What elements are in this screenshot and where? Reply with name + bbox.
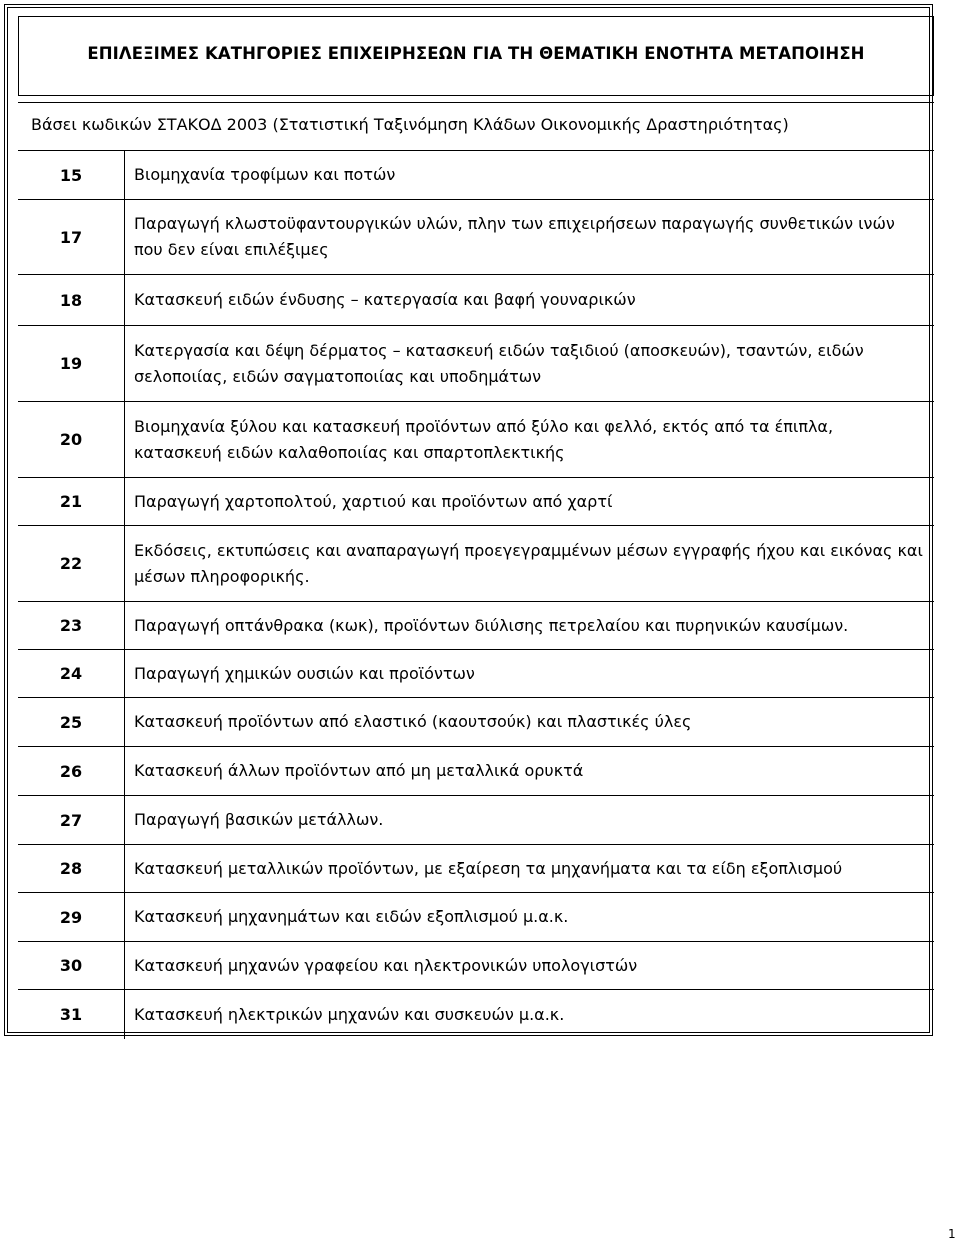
- row-code: 19: [18, 326, 125, 401]
- document-title: ΕΠΙΛΕΞΙΜΕΣ ΚΑΤΗΓΟΡΙΕΣ ΕΠΙΧΕΙΡΗΣΕΩΝ ΓΙΑ ΤΗ ΘΕΜΑΤΙΚΗ ΕΝΟΤΗΤΑ ΜΕΤΑΠΟΙΗΣΗ: [87, 44, 865, 63]
- row-code: 31: [18, 990, 125, 1039]
- categories-table: [18, 151, 934, 1039]
- row-description: Παραγωγή χαρτοπολτού, χαρτιού και προϊόντων από χαρτί: [134, 491, 613, 511]
- table-row: [18, 893, 934, 942]
- row-code: 15: [18, 151, 125, 199]
- row-code: 18: [18, 275, 125, 325]
- row-description: Παραγωγή κλωστοϋφαντουργικών υλών, πλην των επιχειρήσεων παραγωγής συνθετικών ινών που δεν είναι επιλέξιμες: [134, 214, 895, 259]
- row-description: Βιομηχανία τροφίμων και ποτών: [134, 165, 396, 184]
- row-description: Κατασκευή μεταλλικών προϊόντων, με εξαίρεση τα μηχανήματα και τα είδη εξοπλισμού: [134, 858, 843, 878]
- row-description: Κατασκευή μηχανών γραφείου και ηλεκτρονικών υπολογιστών: [134, 955, 638, 975]
- row-description: Παραγωγή οπτάνθρακα (κωκ), προϊόντων διύλισης πετρελαίου και πυρηνικών καυσίμων.: [134, 615, 849, 635]
- row-code: 25: [18, 698, 125, 746]
- row-description: Κατεργασία και δέψη δέρματος – κατασκευή ειδών ταξιδιού (αποσκευών), τσαντών, ειδών σελοποιίας, ειδών σαγματοποιίας και υποδημάτων: [134, 340, 864, 386]
- row-code: 20: [18, 402, 125, 477]
- row-code: 26: [18, 747, 125, 795]
- table-row: [18, 200, 934, 275]
- row-code: 27: [18, 796, 125, 844]
- table-row: [18, 942, 934, 990]
- table-row: [18, 796, 934, 845]
- table-row: [18, 526, 934, 602]
- table-row: [18, 151, 934, 200]
- row-description: Κατασκευή προϊόντων από ελαστικό (καουτσούκ) και πλαστικές ύλες: [134, 712, 692, 731]
- row-code: 30: [18, 942, 125, 989]
- table-row: [18, 845, 934, 893]
- row-code: 23: [18, 602, 125, 649]
- row-description: Κατασκευή μηχανημάτων και ειδών εξοπλισμού μ.α.κ.: [134, 907, 569, 926]
- table-row: [18, 275, 934, 326]
- row-code: 28: [18, 845, 125, 892]
- row-description: Κατασκευή ηλεκτρικών μηχανών και συσκευών μ.α.κ.: [134, 1004, 565, 1024]
- table-row: [18, 650, 934, 698]
- row-description: Κατασκευή άλλων προϊόντων από μη μεταλλικά ορυκτά: [134, 761, 584, 780]
- document-subtitle: Βάσει κωδικών ΣΤΑΚΟΔ 2003 (Στατιστική Ταξινόμηση Κλάδων Οικονομικής Δραστηριότητας): [31, 115, 789, 134]
- row-code: 17: [18, 200, 125, 274]
- table-row: [18, 326, 934, 402]
- table-row: [18, 747, 934, 796]
- table-row: [18, 990, 934, 1039]
- row-code: 29: [18, 893, 125, 941]
- row-description: Βιομηχανία ξύλου και κατασκευή προϊόντων από ξύλο και φελλό, εκτός από τα έπιπλα, κατασκευή ειδών καλαθοποιίας και σπαρτοπλεκτικής: [134, 416, 834, 462]
- row-description: Εκδόσεις, εκτυπώσεις και αναπαραγωγή προεγεγραμμένων μέσων εγγραφής ήχου και εικόνας και μέσων πληροφορικής.: [134, 540, 923, 586]
- row-code: 22: [18, 526, 125, 601]
- document-frame: [4, 4, 933, 1036]
- table-row: [18, 478, 934, 526]
- row-description: Παραγωγή βασικών μετάλλων.: [134, 810, 384, 829]
- row-code: 24: [18, 650, 125, 697]
- table-row: [18, 698, 934, 747]
- table-row: [18, 402, 934, 478]
- row-description: Παραγωγή χημικών ουσιών και προϊόντων: [134, 663, 475, 683]
- row-description: Κατασκευή ειδών ένδυσης – κατεργασία και βαφή γουναρικών: [134, 290, 636, 309]
- page-number: 1: [948, 1227, 956, 1241]
- row-code: 21: [18, 478, 125, 525]
- table-row: [18, 602, 934, 650]
